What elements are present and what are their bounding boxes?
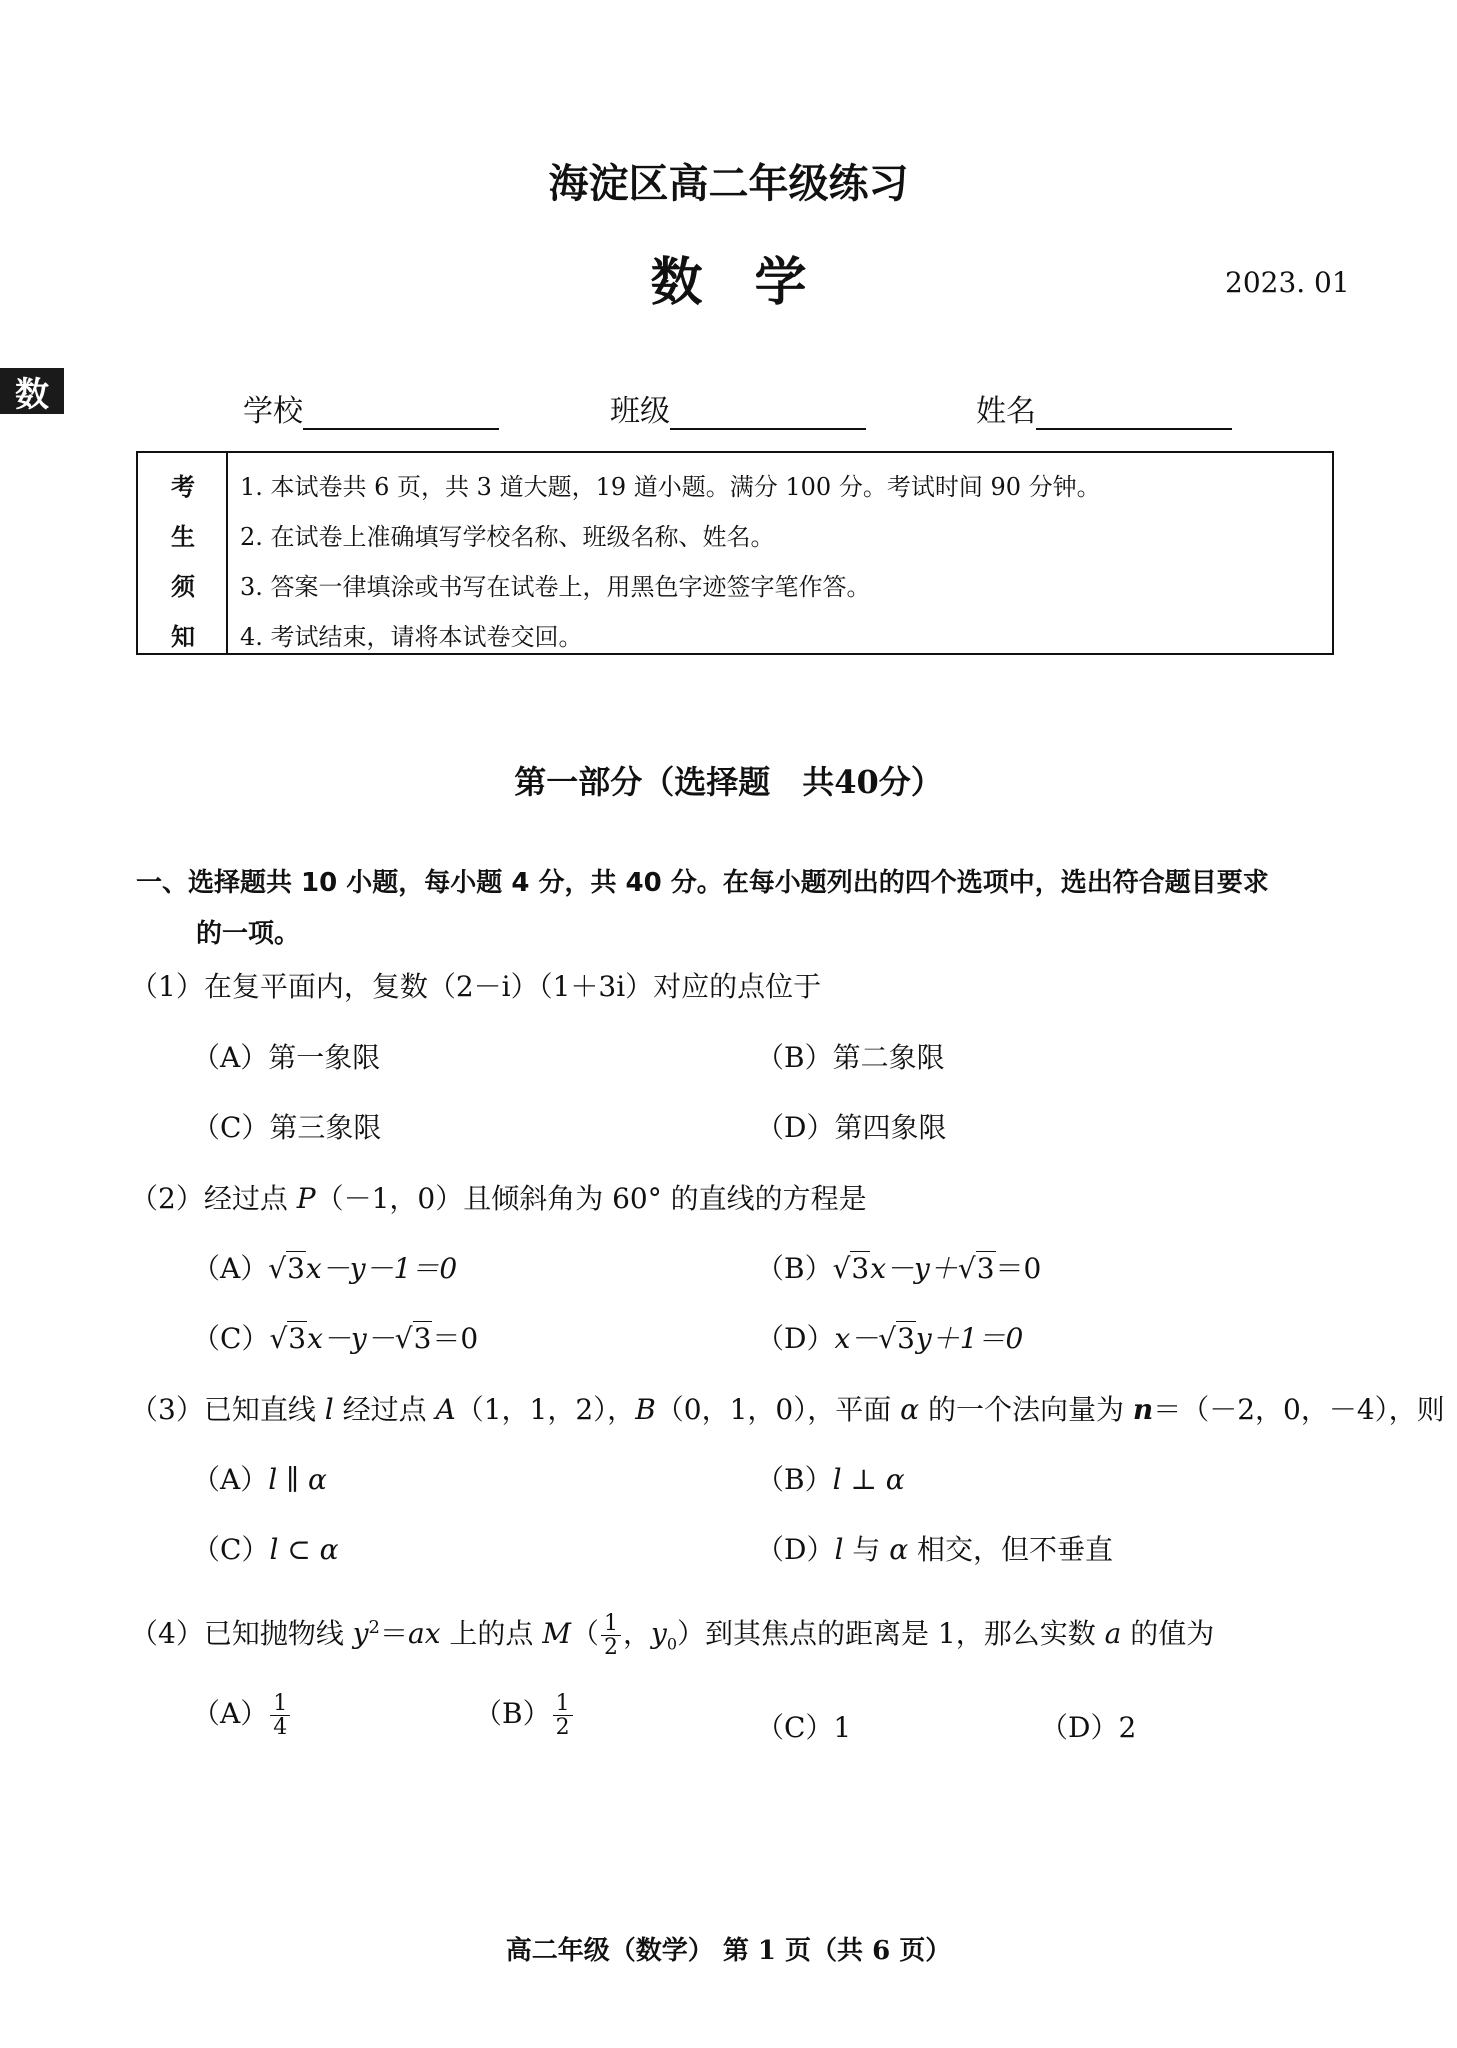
fraction (270, 1692, 290, 1739)
paren: （ (570, 1617, 599, 1651)
question-1-option-b[interactable]: （B）第二象限 (756, 1041, 945, 1074)
notice-head-char: 知 (171, 623, 195, 651)
stem-text: 经过点 (333, 1393, 436, 1426)
stem-text: 上的点 (440, 1617, 543, 1651)
sqrt-3: √3 (878, 1322, 915, 1355)
question-4-stem (130, 1612, 1214, 1659)
normal-vector-n: n (1132, 1393, 1154, 1426)
question-2-option-d[interactable] (756, 1317, 1023, 1357)
radicand: 3 (288, 1322, 307, 1355)
line-l: l (268, 1463, 278, 1496)
part1-instruction-line2: 的一项。 (196, 919, 301, 949)
part1-instruction-line1: 一、选择题共 10 小题，每小题 4 分，共 40 分。在每小题列出的四个选项中，选出符合题目要求 (136, 868, 1269, 898)
equation-text: x－y－ (307, 1322, 395, 1355)
stem-text: ＝（－2，0，－4），则 (1153, 1393, 1445, 1426)
sqrt-3: √3 (832, 1252, 870, 1285)
notice-box (136, 451, 1334, 655)
option-label: （D） (756, 1322, 835, 1355)
radicand: 3 (897, 1322, 915, 1355)
field-class[interactable] (610, 386, 866, 430)
equation-text: x－y－1＝0 (305, 1252, 458, 1285)
relation-symbol: ⊂ (278, 1533, 320, 1566)
point-p: P (296, 1182, 316, 1215)
field-school-line[interactable] (303, 398, 499, 430)
plane-alpha: α (900, 1393, 920, 1426)
var-y: y (352, 1617, 369, 1651)
field-class-line[interactable] (670, 398, 866, 430)
equation-text: y＋1＝0 (915, 1322, 1024, 1355)
question-2-stem (130, 1177, 867, 1217)
fraction-denominator: 4 (273, 1715, 288, 1741)
subject-title: 数 学 (650, 252, 807, 313)
plane-alpha: α (307, 1463, 327, 1496)
subscript: 0 (666, 1634, 678, 1654)
var-y0: y (651, 1617, 667, 1651)
option-label: （A） (192, 1697, 269, 1731)
line-l: l (324, 1393, 334, 1426)
radicand: 3 (976, 1252, 995, 1285)
comma: ， (623, 1617, 652, 1651)
field-name[interactable] (976, 386, 1232, 430)
question-4-option-a[interactable] (192, 1692, 292, 1739)
fraction-numerator: 1 (553, 1692, 573, 1716)
field-name-label: 姓名 (976, 394, 1036, 429)
question-4-option-b[interactable] (474, 1692, 575, 1739)
plane-alpha: α (889, 1533, 909, 1566)
question-1-stem: （1）在复平面内，复数（2－i）（1＋3i）对应的点位于 (130, 970, 822, 1003)
radicand: 3 (413, 1322, 432, 1355)
notice-item: 3. 答案一律填涂或书写在试卷上，用黑色字迹签字笔作答。 (240, 573, 871, 601)
question-3-stem (130, 1388, 1445, 1428)
fraction (601, 1612, 621, 1659)
equation-text: x－ (834, 1322, 879, 1355)
radicand: 3 (287, 1252, 305, 1285)
line-l: l (269, 1533, 279, 1566)
point-b: B (635, 1393, 656, 1426)
stem-text: （3）已知直线 (130, 1393, 325, 1426)
radicand: 3 (851, 1252, 870, 1285)
stem-text: 的值为 (1121, 1617, 1215, 1651)
question-3-option-a[interactable] (192, 1458, 327, 1498)
line-l: l (834, 1533, 844, 1566)
plane-alpha: α (885, 1463, 905, 1496)
question-2-option-b[interactable] (756, 1247, 1041, 1287)
equation-text: x－y＋ (870, 1252, 958, 1285)
exam-date: 2023. 01 (1225, 266, 1350, 299)
sqrt-3: √3 (268, 1252, 305, 1285)
relation-symbol: ⊥ (841, 1463, 886, 1496)
option-label: （A） (192, 1463, 269, 1496)
fraction (553, 1692, 573, 1739)
question-4-option-d[interactable]: （D）2 (1040, 1711, 1137, 1744)
var-ax: ax (408, 1617, 441, 1651)
equation-text: ＝0 (995, 1252, 1042, 1285)
fraction-denominator: 2 (555, 1715, 570, 1741)
relation-text: 相交，但不垂直 (908, 1533, 1114, 1566)
equation-text: ＝0 (432, 1322, 479, 1355)
sqrt-3: √3 (269, 1322, 307, 1355)
stem-text: ＝ (380, 1617, 409, 1651)
sqrt-3: √3 (957, 1252, 995, 1285)
exponent: 2 (368, 1616, 380, 1638)
side-tab: 数 (0, 368, 64, 414)
question-3-option-d[interactable] (756, 1528, 1113, 1568)
notice-head-char: 生 (171, 523, 195, 551)
field-class-label: 班级 (610, 394, 670, 429)
question-2-stem-prefix: （2）经过点 (130, 1182, 297, 1215)
fraction-denominator: 2 (604, 1635, 618, 1661)
plane-alpha: α (319, 1533, 339, 1566)
option-label: （D） (756, 1533, 835, 1566)
sqrt-3: √3 (394, 1322, 432, 1355)
question-2-option-a[interactable] (192, 1247, 457, 1287)
option-label: （B） (756, 1463, 833, 1496)
exam-title: 海淀区高二年级练习 (548, 160, 909, 207)
stem-text: （0，1，0），平面 (655, 1393, 901, 1426)
page-footer: 高二年级（数学） 第 1 页（共 6 页） (505, 1936, 952, 1966)
relation-symbol: ∥ (277, 1463, 308, 1496)
point-a: A (435, 1393, 456, 1426)
question-3-option-b[interactable] (756, 1458, 905, 1498)
notice-item: 4. 考试结束，请将本试卷交回。 (240, 623, 583, 651)
notice-item: 1. 本试卷共 6 页，共 3 道大题，19 道小题。满分 100 分。考试时间 90 分钟。 (240, 473, 1101, 501)
option-label: （A） (192, 1252, 269, 1285)
field-school-label: 学校 (243, 394, 303, 429)
question-1-option-a[interactable]: （A）第一象限 (192, 1041, 381, 1074)
relation-text: 与 (843, 1533, 890, 1566)
option-label: （C） (192, 1322, 270, 1355)
field-name-line[interactable] (1036, 398, 1232, 430)
line-l: l (832, 1463, 842, 1496)
question-1-option-d[interactable]: （D）第四象限 (756, 1111, 947, 1144)
option-label: （B） (756, 1252, 833, 1285)
notice-item: 2. 在试卷上准确填写学校名称、班级名称、姓名。 (240, 523, 775, 551)
stem-text: 的一个法向量为 (919, 1393, 1133, 1426)
stem-text: （4）已知抛物线 (130, 1617, 353, 1651)
fraction-numerator: 1 (601, 1612, 621, 1636)
notice-head-char: 须 (171, 573, 195, 601)
question-3-option-c[interactable] (192, 1528, 339, 1568)
stem-text: （1，1，2）， (455, 1393, 636, 1426)
option-label: （B） (474, 1697, 551, 1731)
var-a: a (1104, 1617, 1122, 1651)
notice-head-char: 考 (171, 473, 195, 501)
question-2-stem-suffix: （－1，0）且倾斜角为 60° 的直线的方程是 (315, 1182, 867, 1215)
question-2-option-c[interactable] (192, 1317, 478, 1357)
fraction-numerator: 1 (270, 1692, 290, 1716)
notice-head-column (138, 453, 228, 653)
question-1-option-c[interactable]: （C）第三象限 (192, 1111, 382, 1144)
part1-heading: 第一部分（选择题 共40分） (514, 763, 943, 801)
question-4-option-c[interactable]: （C）1 (756, 1711, 852, 1744)
stem-text: ）到其焦点的距离是 1，那么实数 (677, 1617, 1105, 1651)
point-m: M (542, 1617, 571, 1651)
field-school[interactable] (243, 386, 499, 430)
option-label: （C） (192, 1533, 270, 1566)
